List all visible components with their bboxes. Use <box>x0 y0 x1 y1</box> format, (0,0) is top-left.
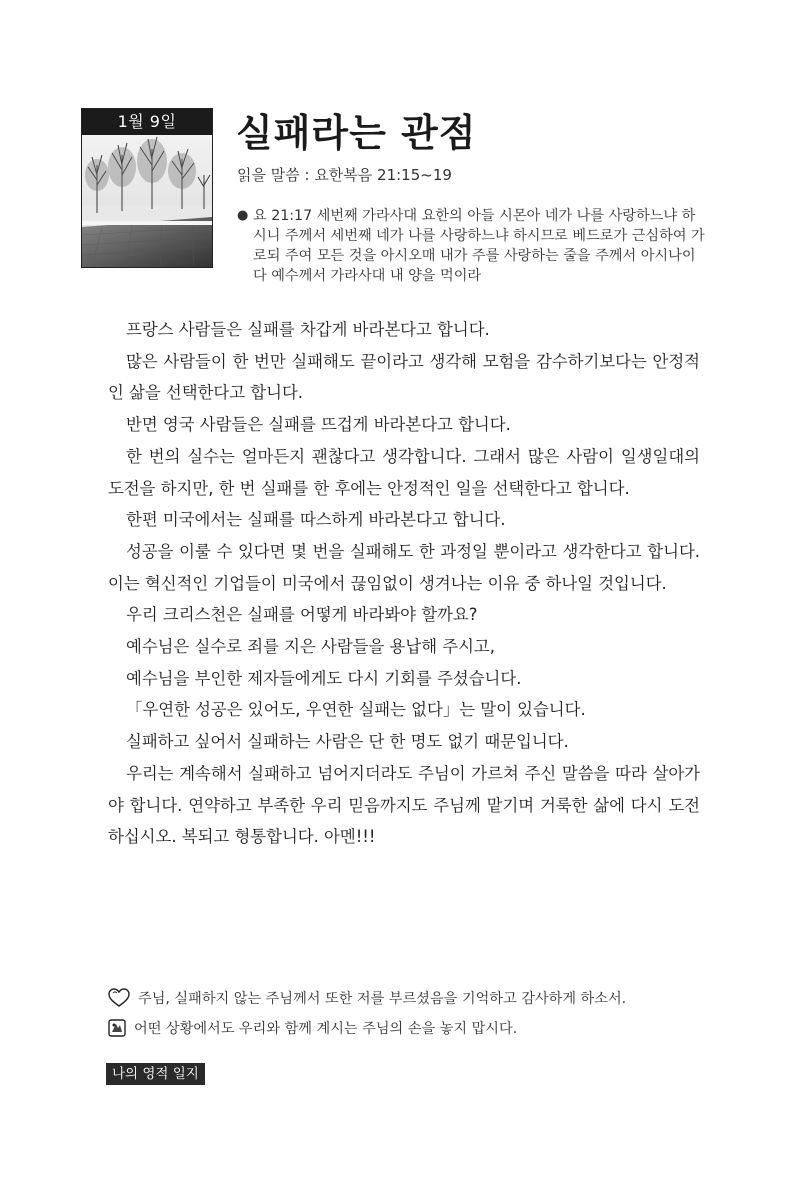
body-paragraph: 많은 사람들이 한 번만 실패해도 끝이라고 생각해 모험을 감수하기보다는 안정적인 삶을 선택한다고 합니다. <box>108 351 700 403</box>
action-line <box>108 1018 708 1038</box>
key-verse-text: 요 21:17 세번째 가라사대 요한의 아들 시몬아 네가 나를 사랑하느냐 하시니 주께서 세번째 네가 나를 사랑하느냐 하시므로 베드로가 근심하여 가로되 주여 모든 것을 아시오매 내가 주를 사랑하는 줄을 주께서 아시나이다 예수께서 가라사대 내 양을 먹이라 <box>253 208 705 284</box>
snowy-trees-photo <box>82 135 212 267</box>
body-paragraph: 실패하고 싶어서 실패하는 사람은 단 한 명도 없기 때문입니다. <box>126 732 569 752</box>
heart-icon <box>108 988 130 1008</box>
prayer-text: 주님, 실패하지 않는 주님께서 또한 저를 부르셨음을 기억하고 감사하게 하소서. <box>138 991 627 1007</box>
devotional-body <box>108 314 700 853</box>
date-photo-box <box>81 108 213 268</box>
body-paragraph: 예수님을 부인한 제자들에게도 다시 기회를 주셨습니다. <box>126 668 522 688</box>
date-label: 1월 9일 <box>82 109 212 135</box>
body-paragraph: 반면 영국 사람들은 실패를 뜨겁게 바라본다고 합니다. <box>126 415 511 435</box>
action-icon <box>108 1019 126 1037</box>
reading-reference: 읽을 말씀 : 요한복음 21:15~19 <box>237 166 452 184</box>
body-paragraph: 성공을 이룰 수 있다면 몇 번을 실패해도 한 과정일 뿐이라고 생각한다고 합니다. 이는 혁신적인 기업들이 미국에서 끊임없이 생겨나는 이유 중 하나일 것입니다. <box>108 541 700 593</box>
body-paragraph: 프랑스 사람들은 실패를 차갑게 바라본다고 합니다. <box>126 320 490 339</box>
body-paragraph: 한 번의 실수는 얼마든지 괜찮다고 생각합니다. 그래서 많은 사람이 일생일대의 도전을 하지만, 한 번 실패를 한 후에는 안정적인 일을 선택한다고 합니다. <box>108 446 700 498</box>
body-paragraph: 우리는 계속해서 실패하고 넘어지더라도 주님이 가르쳐 주신 말씀을 따라 살아가야 합니다. 연약하고 부족한 우리 믿음까지도 주님께 맡기며 거룩한 삶에 다시 도전하십시오. 복되고 형통합니다. 아멘!!! <box>108 763 700 847</box>
bullet-icon: ● <box>237 208 249 223</box>
body-paragraph: 예수님은 실수로 죄를 지은 사람들을 용납해 주시고, <box>126 637 495 657</box>
prayer-line <box>108 988 708 1008</box>
body-paragraph: 우리 크리스천은 실패를 어떻게 바라봐야 할까요? <box>126 605 478 625</box>
page-title: 실패라는 관점 <box>236 111 477 155</box>
action-text: 어떤 상황에서도 우리와 함께 계시는 주님의 손을 놓지 맙시다. <box>134 1021 518 1037</box>
key-verse <box>237 206 707 286</box>
body-paragraph: 「우연한 성공은 있어도, 우연한 실패는 없다」는 말이 있습니다. <box>126 700 586 720</box>
body-paragraph: 한편 미국에서는 실패를 따스하게 바라본다고 합니다. <box>126 510 506 530</box>
journal-label: 나의 영적 일지 <box>106 1063 205 1085</box>
